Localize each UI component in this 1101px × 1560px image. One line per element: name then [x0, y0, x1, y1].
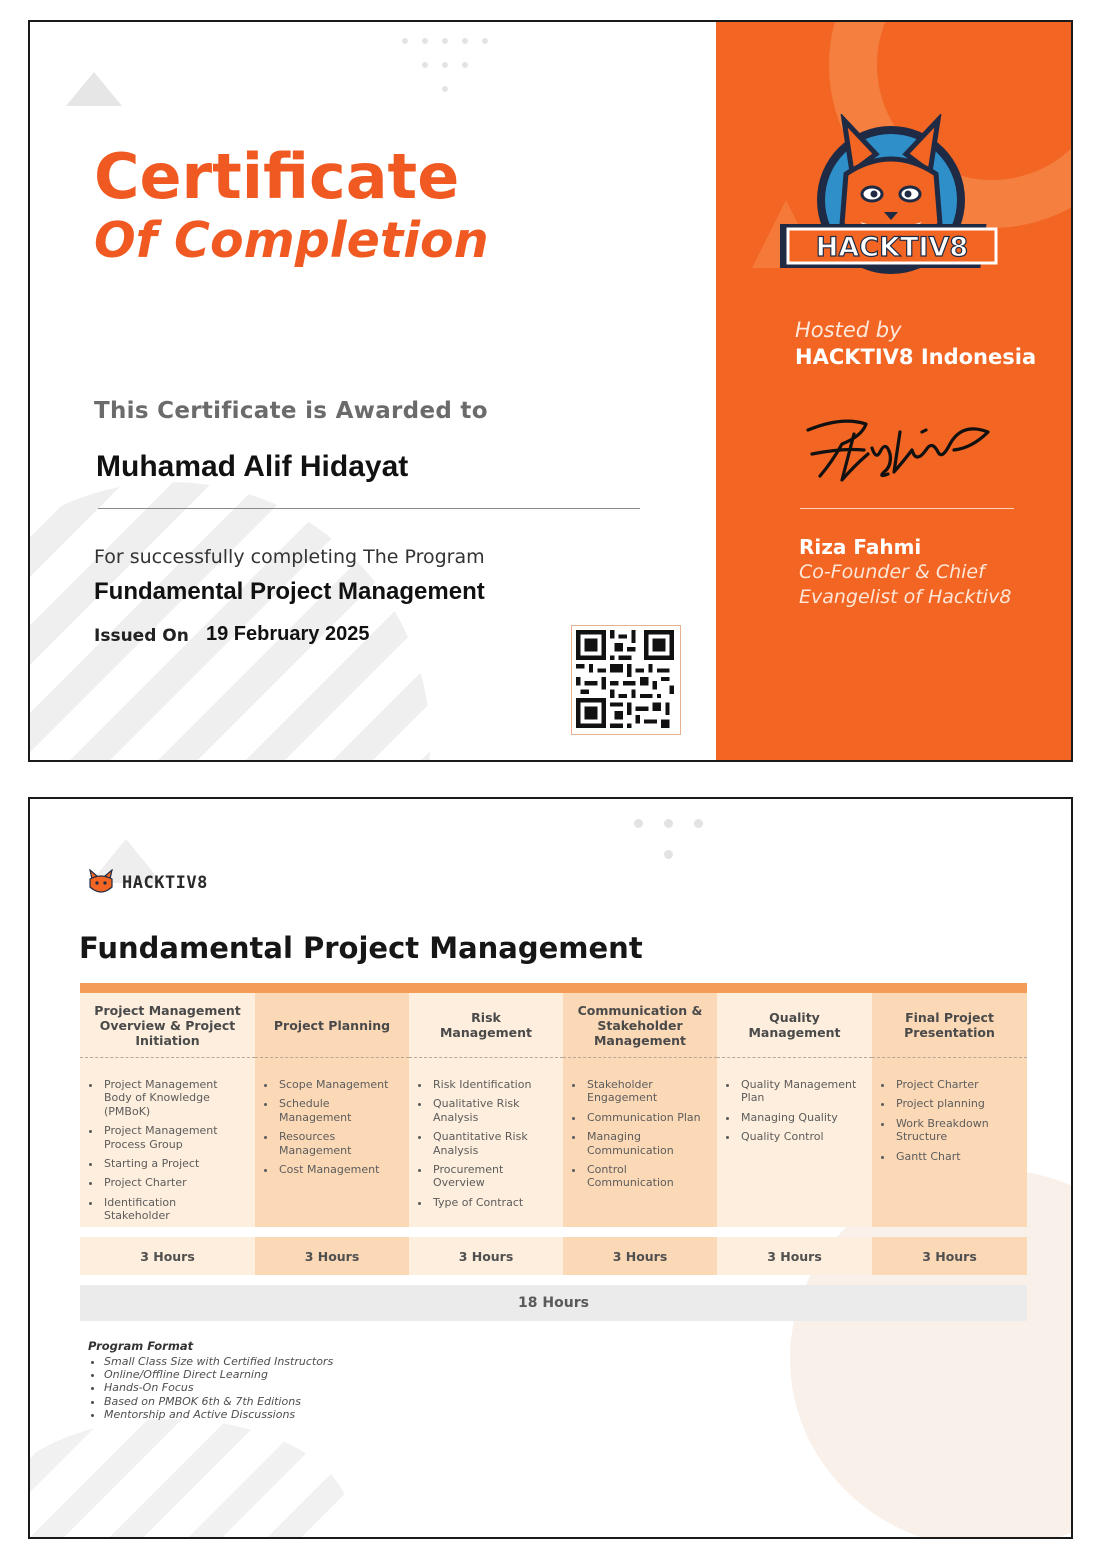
orange-sidebar: [716, 22, 1073, 762]
module-column: [563, 983, 717, 1227]
list-item: • Communication Plan: [585, 1111, 707, 1124]
module-topic-list: [872, 1058, 1027, 1163]
list-item: • Identification Stakeholder: [102, 1196, 245, 1223]
list-item: • Procurement Overview: [431, 1163, 553, 1190]
column-accent-bar: [563, 983, 717, 993]
list-item: • Hands-On Focus: [104, 1381, 333, 1394]
list-item: • Gantt Chart: [894, 1150, 1017, 1163]
program-format-heading: Program Format: [88, 1339, 194, 1353]
list-item: • Managing Communication: [585, 1130, 707, 1157]
list-item: • Risk Identification: [431, 1078, 553, 1091]
list-item: • Project Charter: [102, 1176, 245, 1189]
completing-text: For successfully completing The Program: [94, 546, 485, 568]
module-hours: 3 Hours: [717, 1237, 872, 1275]
column-accent-bar: [717, 983, 872, 993]
module-hours: 3 Hours: [563, 1237, 717, 1275]
module-title: Risk Management: [409, 993, 563, 1058]
list-item: • Mentorship and Active Discussions: [104, 1408, 333, 1421]
decorative-dots: [634, 819, 724, 859]
decorative-stripes: [28, 1419, 350, 1539]
hacktiv8-logo: [780, 114, 1006, 288]
module-topic-list: [409, 1058, 563, 1209]
list-item: • Quality Control: [739, 1130, 862, 1143]
list-item: • Schedule Management: [277, 1097, 399, 1124]
issued-label: Issued On: [94, 626, 189, 646]
list-item: • Stakeholder Engagement: [585, 1078, 707, 1105]
certificate-page: [28, 20, 1073, 762]
program-name: Fundamental Project Management: [94, 578, 485, 605]
module-topic-list: [563, 1058, 717, 1190]
list-item: • Resources Management: [277, 1130, 399, 1157]
module-hours: 3 Hours: [80, 1237, 255, 1275]
decorative-dots: [402, 38, 502, 92]
logo-text: HACKTIV8: [122, 873, 208, 893]
column-accent-bar: [872, 983, 1027, 993]
module-title: Communication & Stakeholder Management: [563, 993, 717, 1058]
list-item: • Work Breakdown Structure: [894, 1117, 1017, 1144]
module-topic-list: [80, 1058, 255, 1223]
list-item: • Managing Quality: [739, 1111, 862, 1124]
issued-date: 19 February 2025: [206, 623, 370, 645]
syllabus-page: [28, 797, 1073, 1539]
module-column: [717, 983, 872, 1227]
hours-row: [80, 1237, 1027, 1275]
list-item: • Qualitative Risk Analysis: [431, 1097, 553, 1124]
module-title: Quality Management: [717, 993, 872, 1058]
recipient-name: Muhamad Alif Hidayat: [96, 450, 409, 483]
module-title: Final Project Presentation: [872, 993, 1027, 1058]
list-item: • Control Communication: [585, 1163, 707, 1190]
module-grid: [80, 983, 1027, 1227]
list-item: • Online/Offline Direct Learning: [104, 1368, 333, 1381]
list-item: • Project Management Process Group: [102, 1124, 245, 1151]
module-column: [255, 983, 409, 1227]
module-column: [872, 983, 1027, 1227]
list-item: • Type of Contract: [431, 1196, 553, 1209]
module-topic-list: [717, 1058, 872, 1144]
list-item: • Small Class Size with Certified Instructors: [104, 1355, 333, 1368]
column-accent-bar: [255, 983, 409, 993]
signature-divider: [800, 508, 1014, 509]
list-item: • Based on PMBOK 6th & 7th Editions: [104, 1395, 333, 1408]
host-name: HACKTIV8 Indonesia: [795, 345, 1037, 369]
list-item: • Project Management Body of Knowledge (PMBoK): [102, 1078, 245, 1118]
decorative-stripes: [28, 482, 430, 762]
qr-code-icon: [571, 625, 681, 735]
list-item: • Scope Management: [277, 1078, 399, 1091]
hosted-label: Hosted by: [795, 318, 902, 342]
module-hours: 3 Hours: [409, 1237, 563, 1275]
module-title: Project Management Overview & Project Initiation: [80, 993, 255, 1058]
list-item: • Project Charter: [894, 1078, 1017, 1091]
logo-text: HACKTIV8: [815, 232, 969, 263]
name-divider: [98, 508, 640, 509]
list-item: • Quantitative Risk Analysis: [431, 1130, 553, 1157]
module-column: [409, 983, 563, 1227]
module-topic-list: [255, 1058, 409, 1176]
hacktiv8-logo: [86, 869, 208, 897]
module-hours: 3 Hours: [872, 1237, 1027, 1275]
signer-role: Co-Founder & Chief Evangelist of Hacktiv8: [799, 561, 1012, 608]
syllabus-title: Fundamental Project Management: [79, 931, 643, 965]
module-hours: 3 Hours: [255, 1237, 409, 1275]
column-accent-bar: [409, 983, 563, 993]
awarded-text: This Certificate is Awarded to: [94, 398, 488, 424]
list-item: • Project planning: [894, 1097, 1017, 1110]
list-item: • Starting a Project: [102, 1157, 245, 1170]
signature: [802, 410, 1002, 494]
certificate-title: Certificate: [94, 140, 460, 213]
module-column: [80, 983, 255, 1227]
signer-name: Riza Fahmi: [799, 535, 922, 559]
total-hours: 18 Hours: [80, 1285, 1027, 1321]
list-item: • Quality Management Plan: [739, 1078, 862, 1105]
column-accent-bar: [80, 983, 255, 993]
certificate-subtitle: Of Completion: [94, 212, 489, 269]
module-title: Project Planning: [255, 993, 409, 1058]
program-format-list: [88, 1355, 333, 1421]
program-format: [88, 1339, 333, 1421]
decorative-triangle: [66, 72, 122, 106]
list-item: • Cost Management: [277, 1163, 399, 1176]
fox-icon: [86, 869, 116, 897]
